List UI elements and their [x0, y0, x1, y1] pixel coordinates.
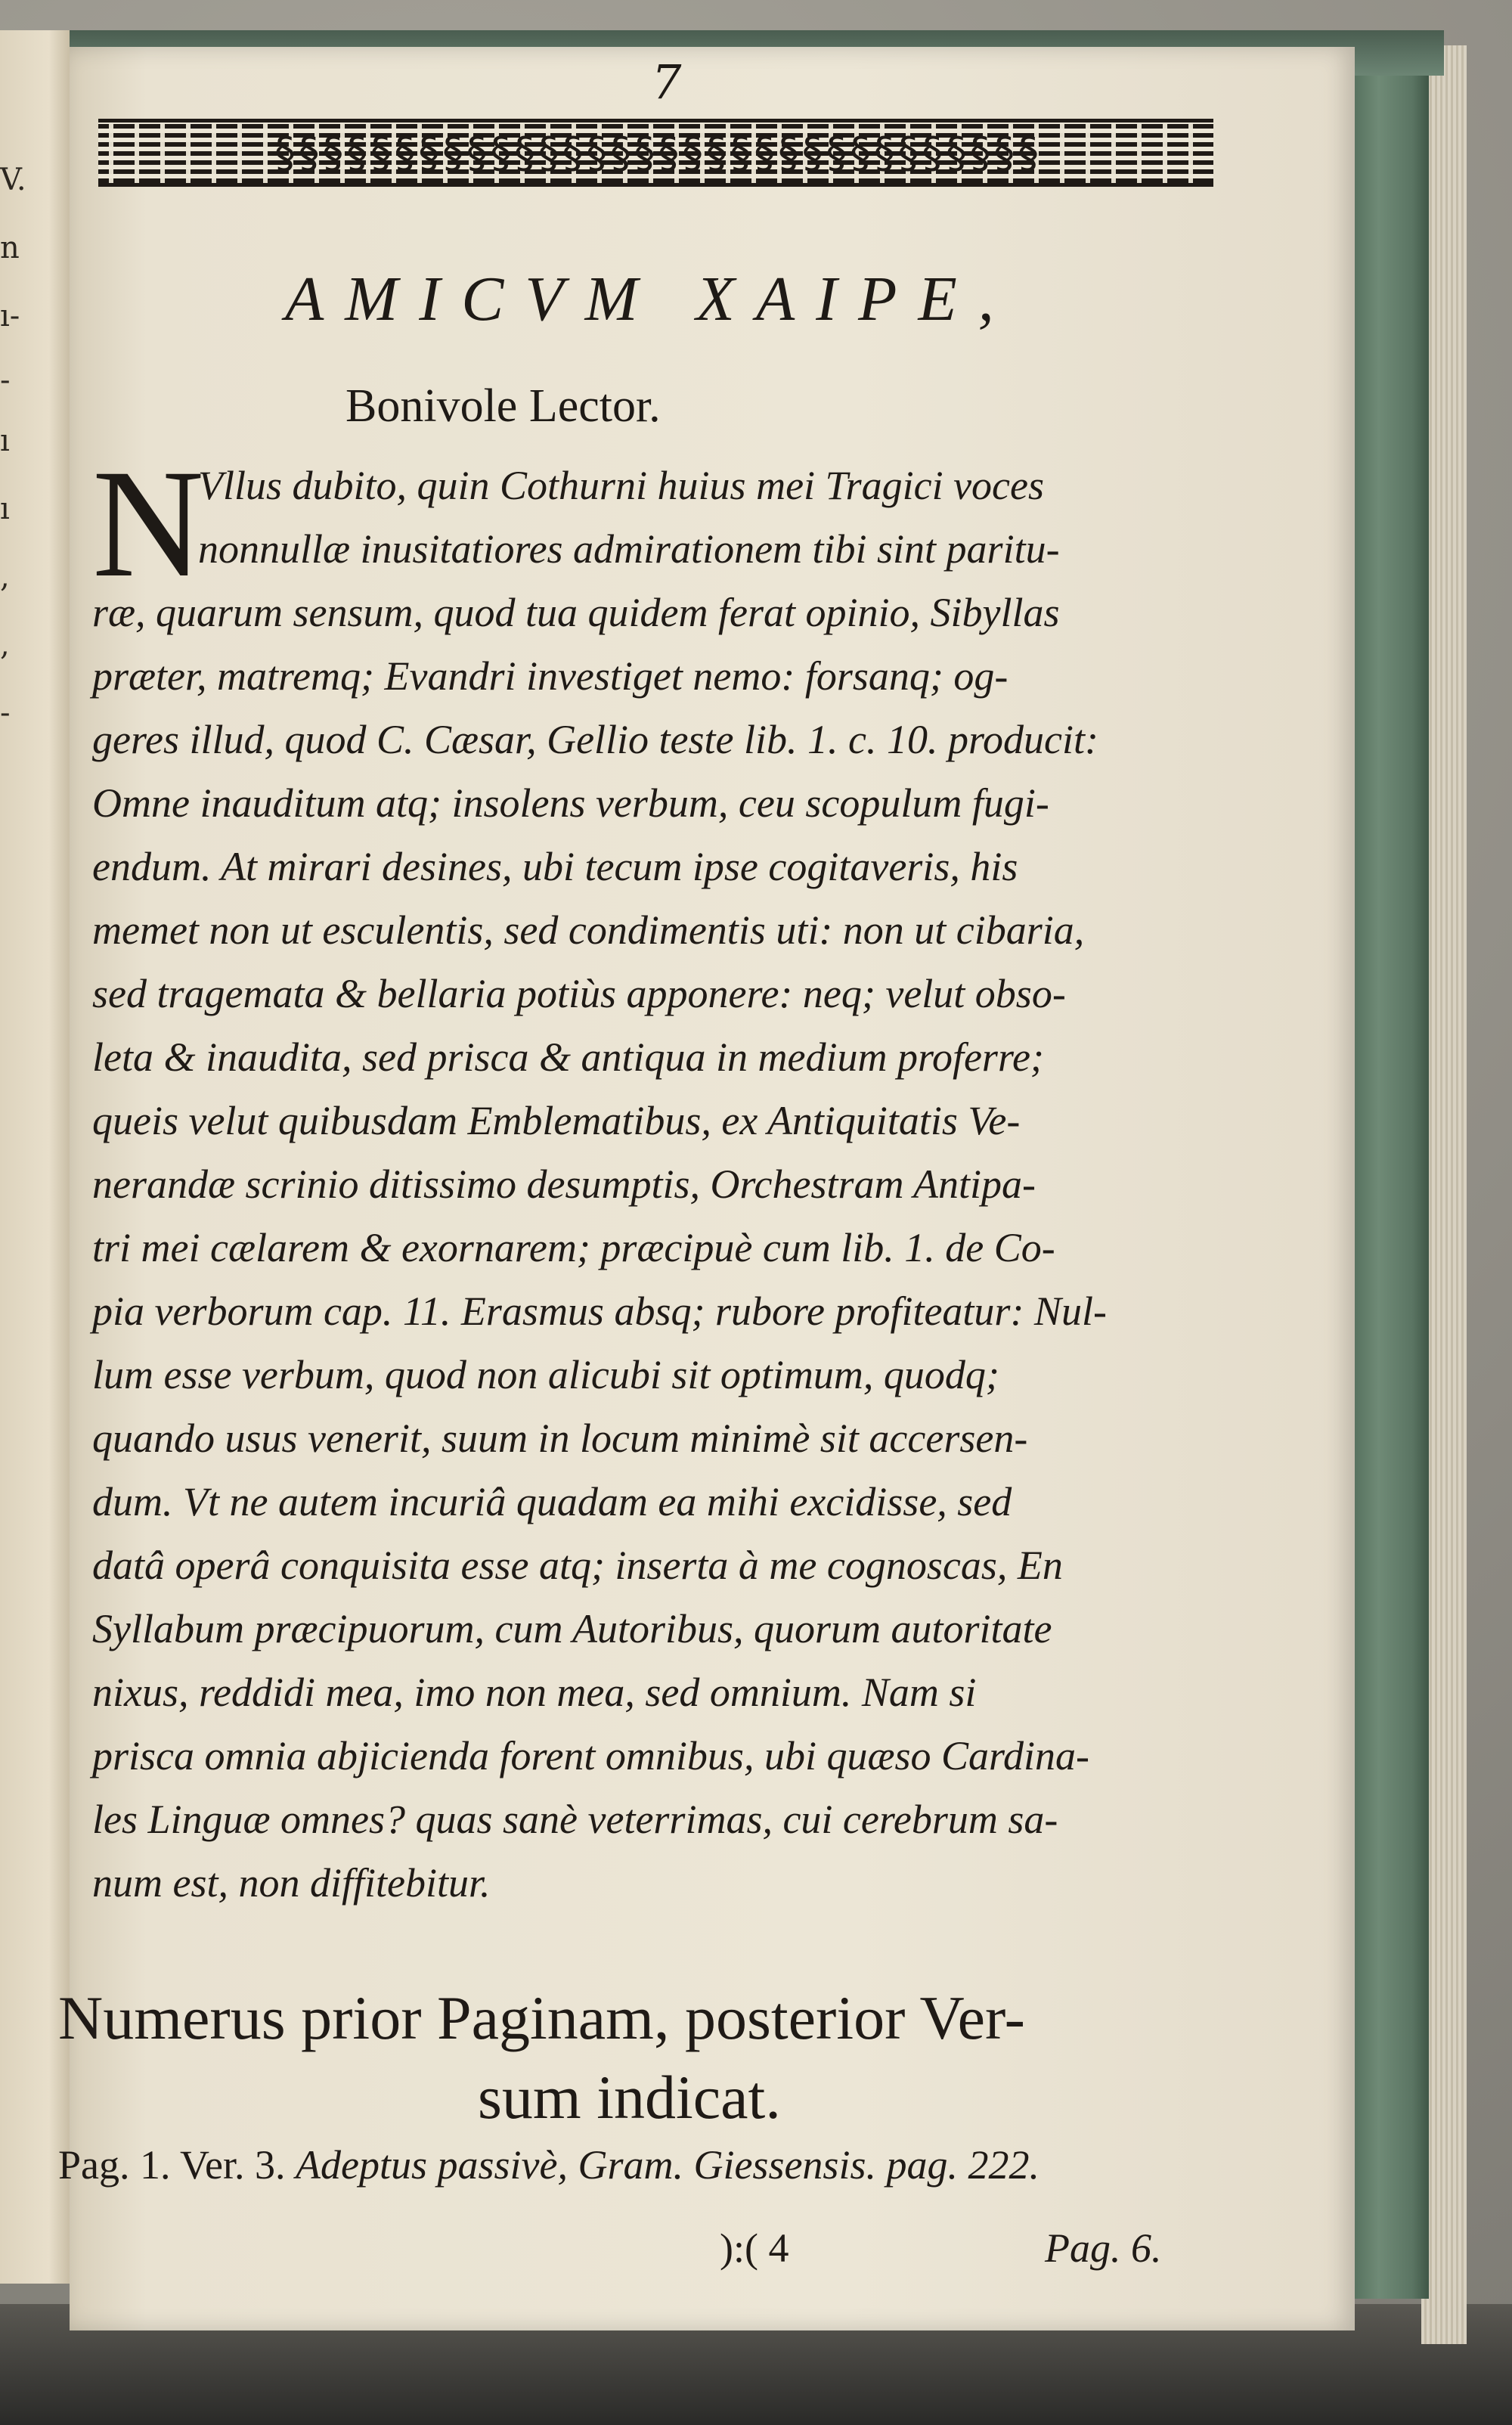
body-line: prisca omnia abjicienda forent omnibus, ubi quæso Cardina- — [92, 1733, 1089, 1778]
body-line: endum. At mirari desines, ubi tecum ipse cogitaveris, his — [92, 844, 1018, 889]
body-line: quando usus venerit, suum in locum minimè sit accersen- — [92, 1416, 1028, 1461]
body-line: sed tragemata & bellaria potiùs apponere: neq; velut obso- — [92, 971, 1066, 1016]
ornament-glyphs: §§§§§§§§§§§§§§§§§§§§§§§§§§§§§§§§ — [272, 129, 1040, 178]
body-line: ræ, quarum sensum, quod tua quidem ferat opinio, Sibyllas — [92, 590, 1060, 635]
book-page — [58, 47, 1355, 2330]
left-page-fragment: - — [0, 696, 11, 730]
signature-mark: ):( 4 — [720, 2225, 789, 2271]
page-subheading: Bonivole Lector. — [345, 380, 661, 432]
numerus-note-line-2: sum indicat. — [478, 2063, 781, 2132]
left-page-fragment: ı — [0, 492, 10, 526]
body-line: leta & inaudita, sed prisca & antiqua in medium proferre; — [92, 1034, 1044, 1080]
body-line: præter, matremq; Evandri investiget nemo: forsanq; og- — [92, 653, 1009, 699]
body-line: les Linguæ omnes? quas sanè veterrimas, cui cerebrum sa- — [92, 1797, 1058, 1842]
body-line: Syllabum præcipuorum, cum Autoribus, quorum autoritate — [92, 1606, 1052, 1651]
body-line: memet non ut esculentis, sed condimentis uti: non ut cibaria, — [92, 907, 1085, 953]
body-line: lum esse verbum, quod non alicubi sit optimum, quodq; — [92, 1352, 999, 1397]
body-line: datâ operâ conquisita esse atq; inserta à me cognoscas, En — [92, 1543, 1063, 1588]
errata-text: Adeptus passivè, Gram. Giessensis. pag. 222. — [296, 2142, 1040, 2188]
body-line: tri mei cælarem & exornarem; præcipuè cum lib. 1. de Co- — [92, 1225, 1055, 1270]
body-line: pia verborum cap. 11. Erasmus absq; rubore profiteatur: Nul- — [92, 1288, 1107, 1334]
left-page-fragment: ı- — [0, 299, 20, 333]
body-line: Vllus dubito, quin Cothurni huius mei Tragici voces — [198, 463, 1044, 508]
body-line: nixus, reddidi mea, imo non mea, sed omnium. Nam si — [92, 1670, 977, 1715]
left-page-fragment: ı — [0, 423, 10, 458]
page-number: 7 — [652, 54, 682, 110]
left-page-fragment: - — [0, 363, 11, 398]
catchword: Pag. 6. — [1045, 2225, 1162, 2271]
body-line: geres illud, quod C. Cæsar, Gellio teste lib. 1. c. 10. producit: — [92, 717, 1098, 762]
numerus-note-line-1: Numerus prior Paginam, posterior Ver- — [58, 1983, 1025, 2052]
drop-cap: N — [92, 438, 205, 609]
page-heading: AMICVM XAIPE, — [285, 264, 1015, 334]
body-line: nonnullæ inusitatiores admirationem tibi sint paritu- — [198, 526, 1060, 572]
left-page-fragment: , — [0, 628, 10, 662]
body-line: nerandæ scrinio ditissimo desumptis, Orchestram Antipa- — [92, 1161, 1036, 1207]
book-green-edge — [1346, 60, 1429, 2299]
left-page-fragment: , — [0, 560, 10, 594]
body-line: num est, non diffitebitur. — [92, 1860, 491, 1906]
body-line: queis velut quibusdam Emblematibus, ex Antiquitatis Ve- — [92, 1098, 1021, 1143]
errata-entry — [58, 2141, 1040, 2188]
left-page-fragment: n — [0, 231, 20, 265]
body-line: Omne inauditum atq; insolens verbum, ceu scopulum fugi- — [92, 780, 1049, 826]
left-page-fragment: V. — [0, 163, 26, 197]
ornament-band — [98, 119, 1213, 187]
errata-location: Pag. 1. Ver. 3. — [58, 2142, 286, 2188]
left-facing-page — [0, 30, 70, 2284]
body-line: dum. Vt ne autem incuriâ quadam ea mihi excidisse, sed — [92, 1479, 1012, 1524]
